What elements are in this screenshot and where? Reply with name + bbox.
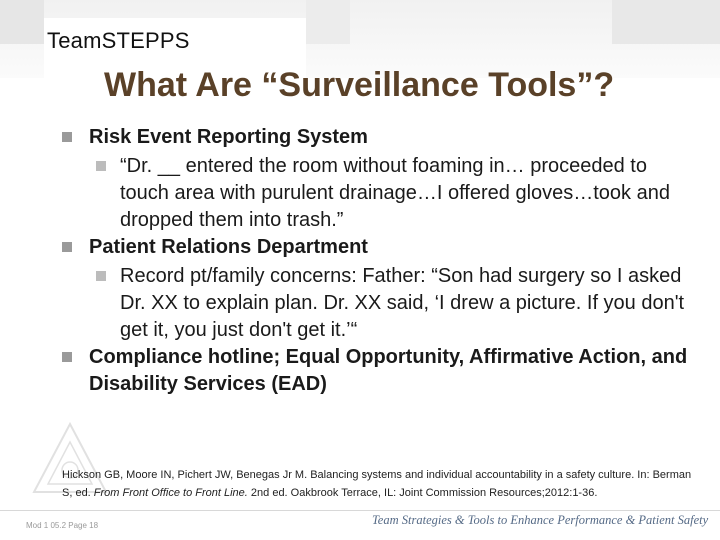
slide-title: What Are “Surveillance Tools”?: [104, 66, 615, 104]
citation-book-title: From Front Office to Front Line.: [93, 487, 248, 499]
square-bullet-icon: [62, 242, 72, 252]
header-corner-square: [612, 0, 720, 44]
bullet-item: [60, 234, 700, 261]
citation-text: 2nd ed. Oakbrook Terrace, IL: Joint Commission Resources;2012:1-36.: [247, 487, 598, 499]
bullet-text: Risk Event Reporting System: [89, 126, 368, 148]
bullet-text: Compliance hotline; Equal Opportunity, Affirmative Action, and Disability Services (EAD): [89, 346, 688, 395]
page-number: Mod 1 05.2 Page 18: [26, 521, 99, 530]
square-bullet-icon: [62, 132, 72, 142]
bullet-item: [60, 344, 700, 398]
brand-logo-text: TeamSTEPPS: [47, 28, 190, 53]
square-bullet-icon: [96, 161, 106, 171]
sub-bullet-text: Record pt/family concerns: Father: “Son had surgery so I asked Dr. XX to explain plan. Dr. XX said, ‘I drew a picture. If you don't get it, you just don't get it.’“: [120, 265, 685, 341]
footer-divider: [0, 510, 720, 511]
bullet-text: Patient Relations Department: [89, 236, 368, 258]
bullet-list: [60, 124, 700, 400]
square-bullet-icon: [96, 271, 106, 281]
sub-bullet-text: “Dr. __ entered the room without foaming in… proceeded to touch area with purulent drainage…I offered gloves…took and dropped them into trash.”: [120, 155, 670, 231]
sub-bullet-item: [94, 153, 700, 234]
bullet-item: [60, 124, 700, 151]
footer-tagline: Team Strategies & Tools to Enhance Performance & Patient Safety: [372, 513, 709, 527]
citation: [62, 466, 702, 502]
header-corner-square: [306, 0, 350, 44]
header-corner-square: [0, 0, 44, 44]
square-bullet-icon: [62, 352, 72, 362]
sub-bullet-item: [94, 263, 700, 344]
citation-text: Hickson GB, Moore IN, Pichert JW, Benegas Jr M. Balancing systems and individual accountability in a safety culture. In: Berman S, ed.: [62, 469, 692, 499]
